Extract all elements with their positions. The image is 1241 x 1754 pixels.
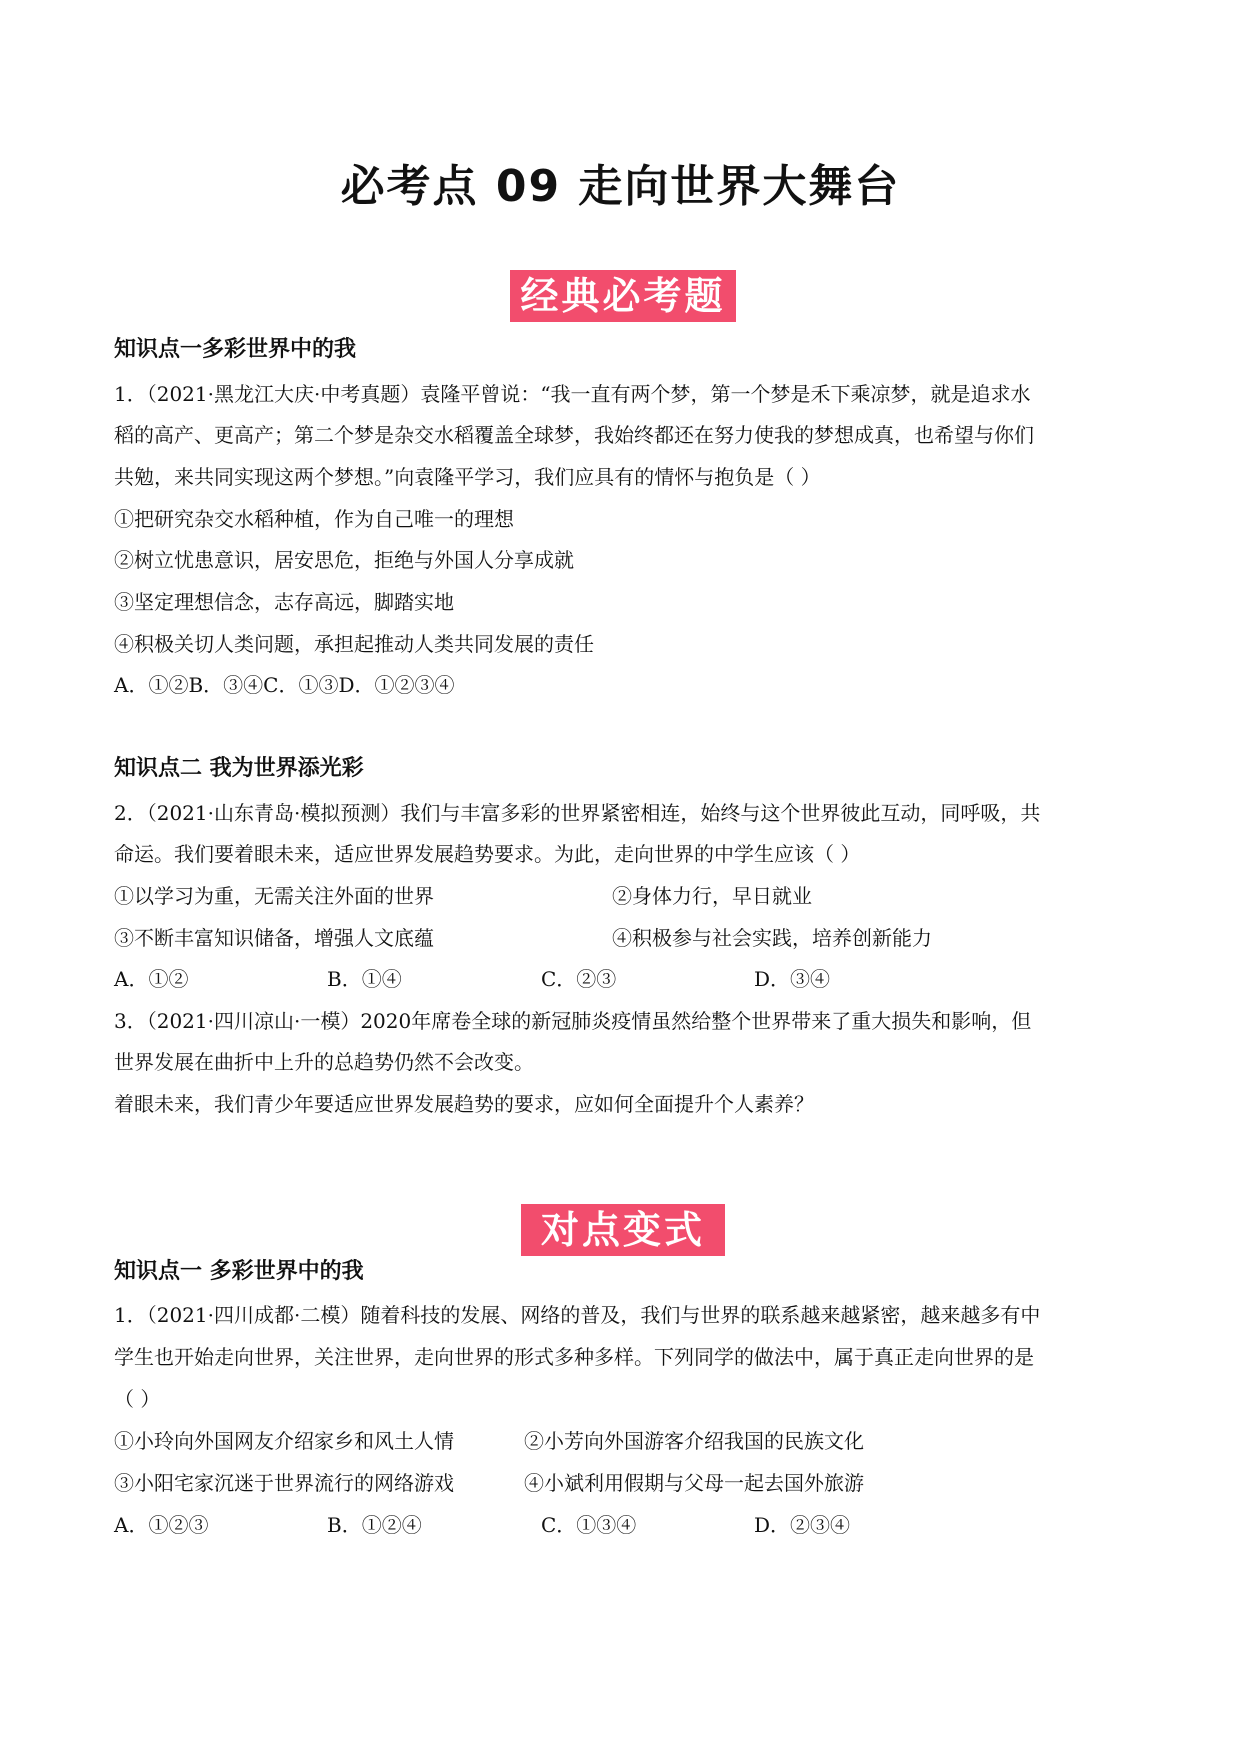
choice-item: ③坚定理想信念，志存高远，脚踏实地 <box>114 590 454 614</box>
question-text: 1．（2021·四川成都·二模）随着科技的发展、网络的普及，我们与世界的联系越来越紧密，越来越多有中 <box>114 1303 1041 1327</box>
choice-item: ④积极关切人类问题，承担起推动人类共同发展的责任 <box>114 632 594 656</box>
banner-classic: 经典必考题 <box>510 270 736 322</box>
choice-item: ①小玲向外国网友介绍家乡和风土人情 <box>114 1429 454 1453</box>
question-text: 共勉，来共同实现这两个梦想。”向袁隆平学习，我们应具有的情怀与抱负是（ ） <box>114 465 821 489</box>
answer-option-b: B．①④ <box>327 967 402 991</box>
answer-option-a: A．①②③ <box>114 1513 209 1537</box>
choice-item: ②树立忧患意识，居安思危，拒绝与外国人分享成就 <box>114 548 574 572</box>
section-heading: 知识点二 我为世界添光彩 <box>114 756 364 781</box>
question-text: 学生也开始走向世界，关注世界，走向世界的形式多种多样。下列同学的做法中，属于真正走向世界的是 <box>114 1345 1034 1369</box>
answer-option-a: A．①② <box>114 967 189 991</box>
choice-item: ②小芳向外国游客介绍我国的民族文化 <box>524 1429 864 1453</box>
answer-option-b: B．①②④ <box>327 1513 422 1537</box>
section-heading: 知识点一多彩世界中的我 <box>114 337 357 362</box>
question-text: 3．（2021·四川凉山·一模）2020年席卷全球的新冠肺炎疫情虽然给整个世界带来了重大损失和影响，但 <box>114 1009 1032 1033</box>
answer-option-c: C．①③④ <box>541 1513 637 1537</box>
question-text: 世界发展在曲折中上升的总趋势仍然不会改变。 <box>114 1050 534 1074</box>
section-heading: 知识点一 多彩世界中的我 <box>114 1259 364 1284</box>
question-text: 1．（2021·黑龙江大庆·中考真题）袁隆平曾说：“我一直有两个梦，第一个梦是禾下乘凉梦，就是追求水 <box>114 382 1031 406</box>
question-text: 2．（2021·山东青岛·模拟预测）我们与丰富多彩的世界紧密相连，始终与这个世界彼此互动，同呼吸，共 <box>114 801 1041 825</box>
choice-item: ③小阳宅家沉迷于世界流行的网络游戏 <box>114 1471 454 1495</box>
choice-item: ②身体力行，早日就业 <box>612 884 812 908</box>
question-text: 稻的高产、更高产；第二个梦是杂交水稻覆盖全球梦，我始终都还在努力使我的梦想成真，也希望与你们 <box>114 423 1034 447</box>
question-text: （ ） <box>114 1387 161 1411</box>
choice-item: ①以学习为重，无需关注外面的世界 <box>114 884 434 908</box>
answer-option-d: D．②③④ <box>754 1513 851 1537</box>
question-text: 命运。我们要着眼未来，适应世界发展趋势要求。为此，走向世界的中学生应该（ ） <box>114 842 861 866</box>
answer-option-c: C．②③ <box>541 967 617 991</box>
choice-item: ④积极参与社会实践，培养创新能力 <box>612 926 932 950</box>
choice-item: ③不断丰富知识储备，增强人文底蕴 <box>114 926 434 950</box>
choice-item: ①把研究杂交水稻种植，作为自己唯一的理想 <box>114 507 514 531</box>
choice-item: ④小斌利用假期与父母一起去国外旅游 <box>524 1471 864 1495</box>
page-title: 必考点 09 走向世界大舞台 <box>340 161 901 212</box>
answer-option-d: D．③④ <box>754 967 831 991</box>
banner-practice: 对点变式练 <box>521 1204 725 1256</box>
answer-options: A．①②B．③④C．①③D．①②③④ <box>114 673 455 697</box>
question-text: 着眼未来，我们青少年要适应世界发展趋势的要求，应如何全面提升个人素养？ <box>114 1092 814 1116</box>
